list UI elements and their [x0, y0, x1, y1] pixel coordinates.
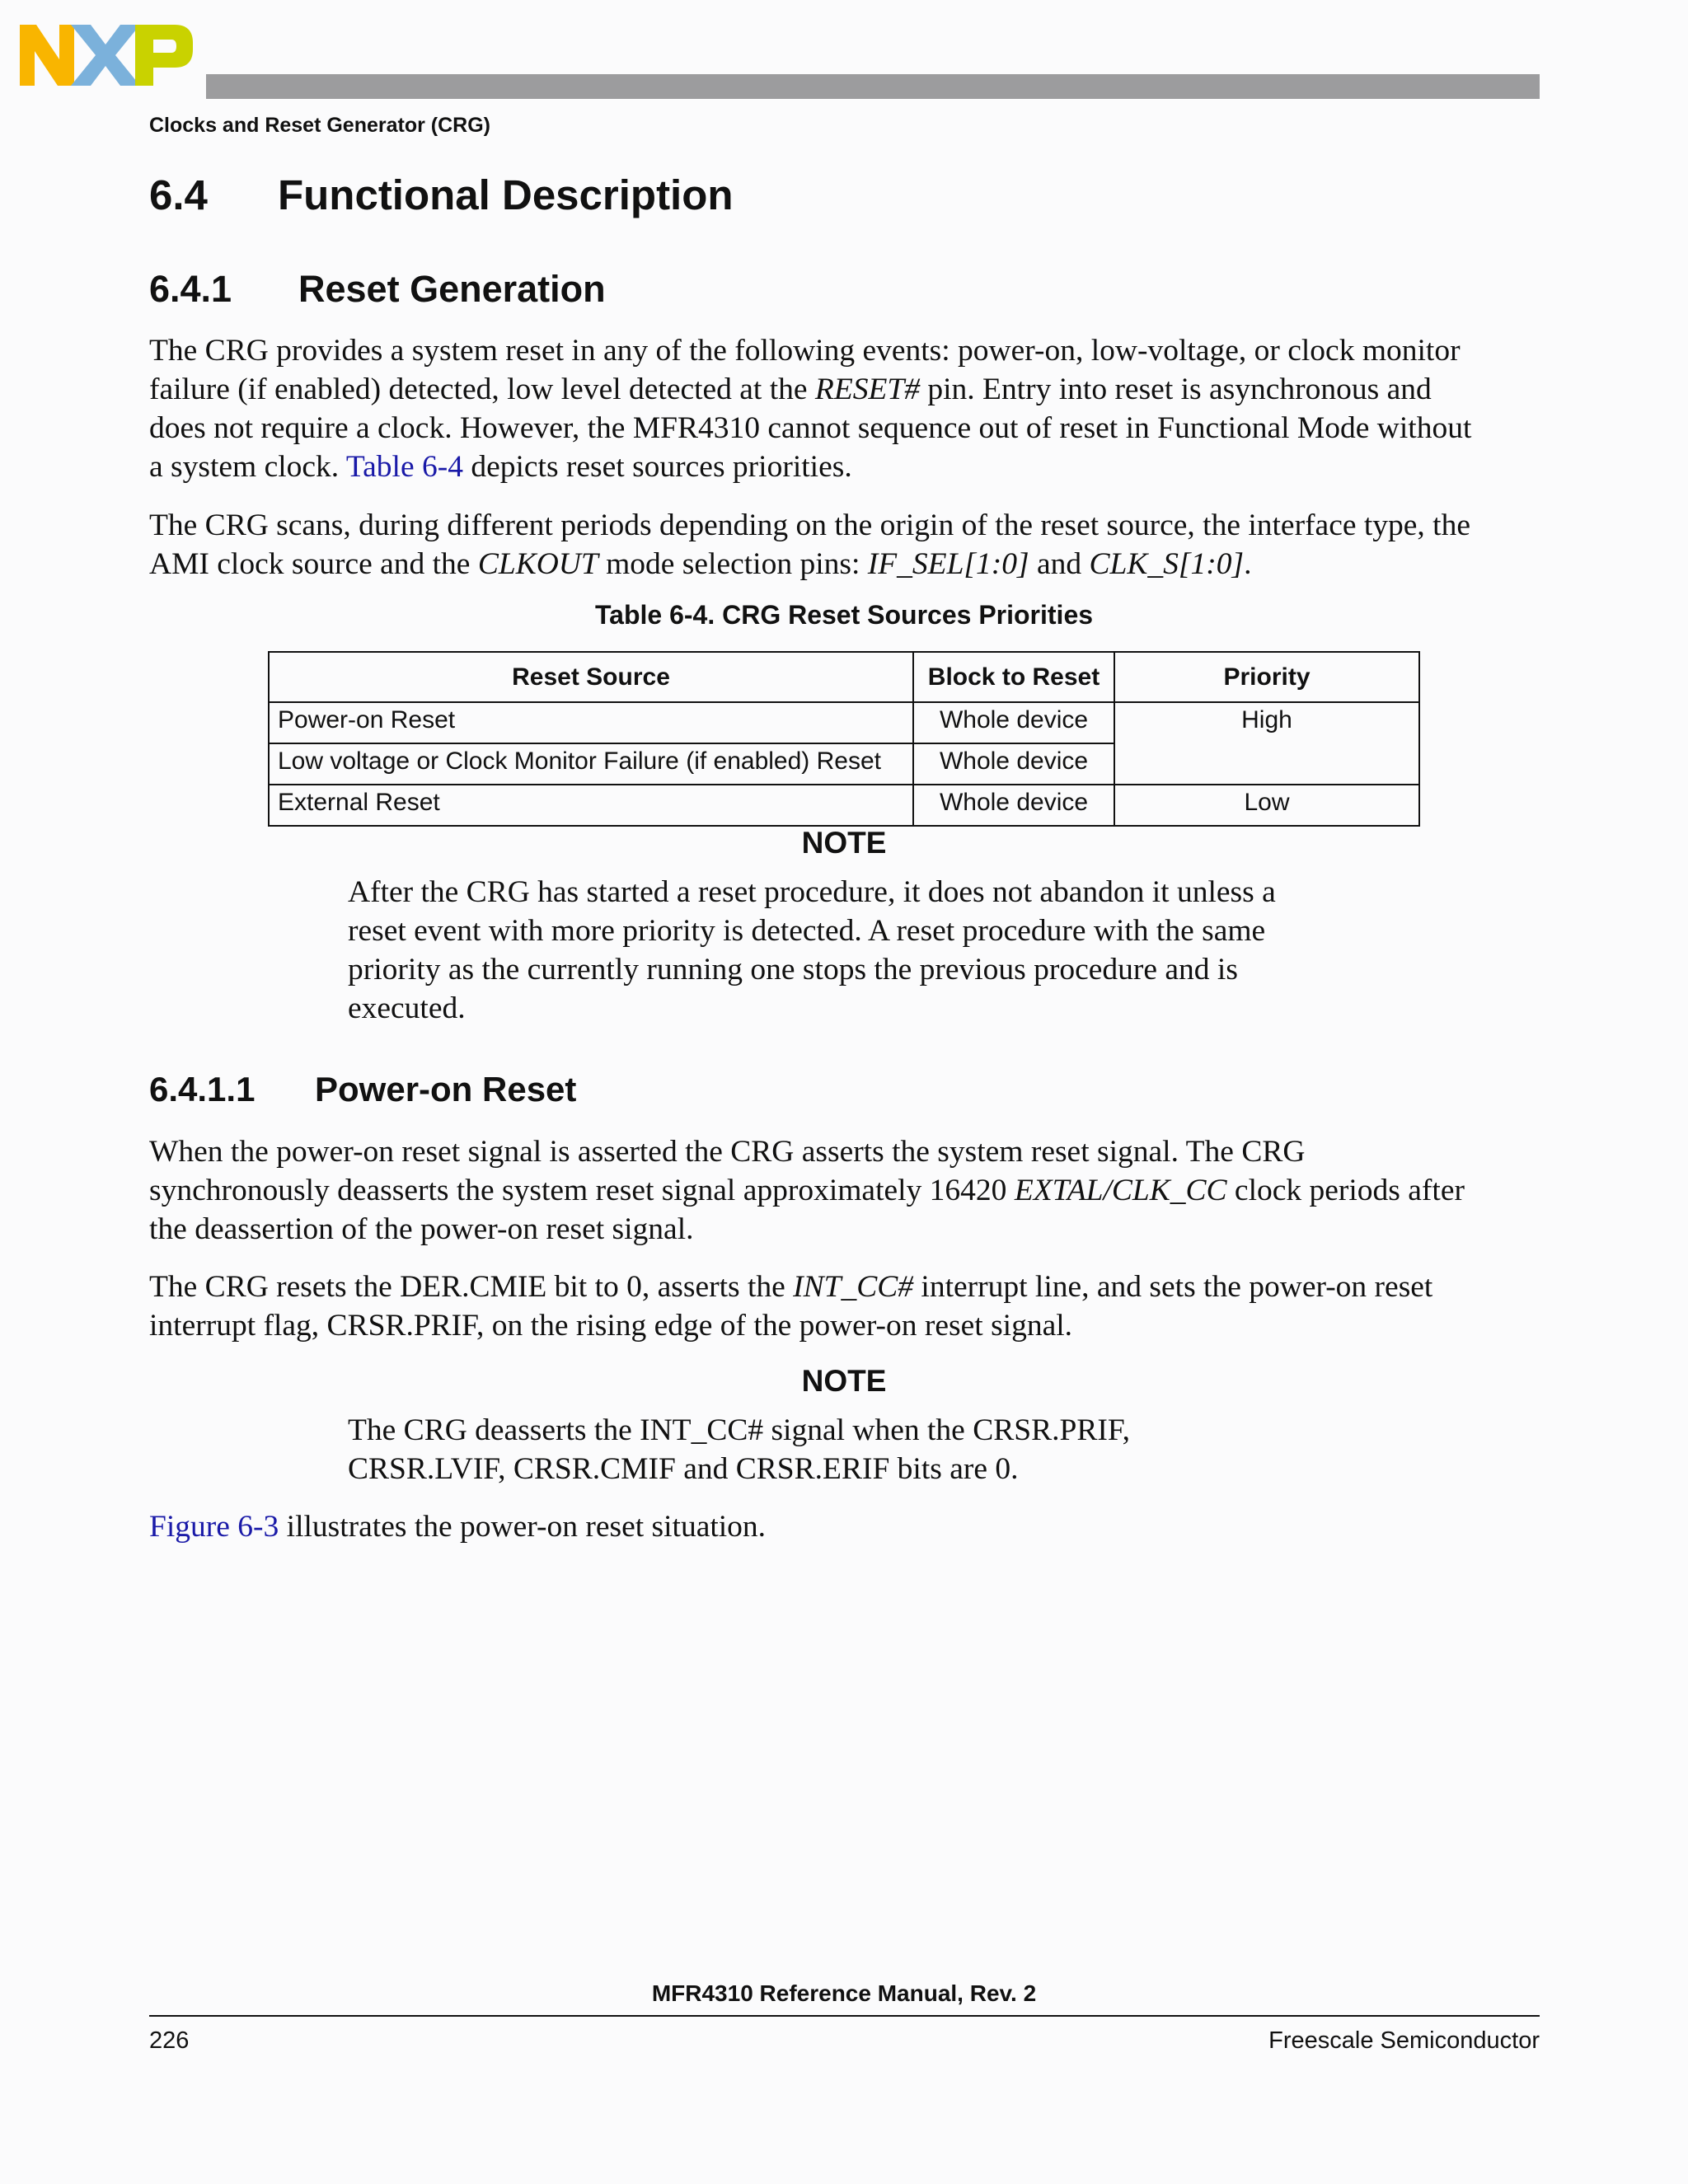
text-line: interrupt flag, CRSR.PRIF, on the rising edge of the power-on reset signal. [149, 1309, 1073, 1343]
text-line: After the CRG has started a reset procedure, it does not abandon it unless a [348, 875, 1276, 909]
table-cell: Power-on Reset [269, 702, 913, 743]
section-6-4-1-number: 6.4.1 [149, 268, 232, 310]
text-line: the deassertion of the power-on reset signal. [149, 1212, 694, 1246]
table-cell: Whole device [913, 702, 1114, 743]
text-line: AMI clock source and the CLKOUT mode selection pins: IF_SEL[1:0] and CLK_S[1:0]. [149, 547, 1252, 581]
section-6-4-1-1-title: Power-on Reset [315, 1070, 577, 1108]
note-body [348, 873, 1386, 1028]
table-row [269, 702, 1419, 743]
text-line: failure (if enabled) detected, low level detected at the RESET# pin. Entry into reset is asynchronous and [149, 373, 1432, 406]
reset-pin-name: RESET# [814, 373, 920, 406]
running-head: Clocks and Reset Generator (CRG) [149, 114, 490, 137]
table-header-row [269, 652, 1419, 702]
note-title: NOTE [801, 1364, 887, 1398]
company-name: Freescale Semiconductor [1268, 2027, 1540, 2054]
nxp-logo [20, 25, 193, 86]
footer-divider [149, 2015, 1540, 2017]
text-line: synchronously deasserts the system reset signal approximately 16420 EXTAL/CLK_CC clock periods after [149, 1174, 1465, 1207]
note-body [348, 1411, 1386, 1488]
text-line: Figure 6-3 illustrates the power-on reset situation. [149, 1510, 767, 1544]
page-number: 226 [149, 2027, 190, 2054]
text-line: reset event with more priority is detected. A reset procedure with the same [348, 914, 1266, 948]
table-caption: Table 6-4. CRG Reset Sources Priorities [594, 600, 1094, 630]
text-line: The CRG resets the DER.CMIE bit to 0, asserts the INT_CC# interrupt line, and sets the power-on reset [149, 1270, 1433, 1304]
text-line: The CRG scans, during different periods depending on the origin of the reset source, the interface type, the [149, 509, 1470, 542]
text-line: CRSR.LVIF, CRSR.CMIF and CRSR.ERIF bits are 0. [348, 1452, 1019, 1486]
text-line: does not require a clock. However, the MFR4310 cannot sequence out of reset in Functional Mode without [149, 411, 1472, 445]
table-row [269, 785, 1419, 826]
table-6-4-link[interactable]: Table 6-4 [345, 450, 463, 484]
paragraph-interrupt-flag [149, 1268, 1542, 1345]
paragraph-figure-ref [149, 1507, 1542, 1546]
reset-priorities-table [268, 651, 1420, 827]
text-line: executed. [348, 991, 466, 1025]
table-cell: Low voltage or Clock Monitor Failure (if enabled) Reset [269, 743, 913, 785]
text-line: The CRG deasserts the INT_CC# signal when the CRSR.PRIF, [348, 1413, 1131, 1447]
text-line: priority as the currently running one stops the previous procedure and is [348, 953, 1238, 987]
column-header: Reset Source [269, 652, 913, 702]
footer-manual-title: MFR4310 Reference Manual, Rev. 2 [651, 1980, 1037, 2006]
paragraph-power-on-reset [149, 1132, 1542, 1249]
table-cell: Whole device [913, 743, 1114, 785]
header-bar [206, 74, 1540, 99]
figure-6-3-link[interactable]: Figure 6-3 [149, 1510, 279, 1544]
text-line: The CRG provides a system reset in any of the following events: power-on, low-voltage, or clock monitor [149, 334, 1461, 368]
table-cell: Whole device [913, 785, 1114, 826]
text-line: When the power-on reset signal is asserted the CRG asserts the system reset signal. The CRG [149, 1135, 1306, 1169]
text-line: a system clock. Table 6-4 depicts reset sources priorities. [149, 450, 852, 484]
paragraph-crg-scans [149, 506, 1542, 583]
paragraph-reset-events [149, 331, 1542, 486]
section-6-4-number: 6.4 [149, 171, 208, 218]
note-title: NOTE [801, 826, 887, 860]
section-6-4-1-1-number: 6.4.1.1 [149, 1070, 256, 1108]
column-header: Block to Reset [913, 652, 1114, 702]
table-cell: High [1114, 702, 1419, 785]
table-cell: External Reset [269, 785, 913, 826]
section-6-4-title: Functional Description [278, 171, 734, 218]
table-cell: Low [1114, 785, 1419, 826]
section-6-4-1-title: Reset Generation [298, 268, 606, 310]
column-header: Priority [1114, 652, 1419, 702]
